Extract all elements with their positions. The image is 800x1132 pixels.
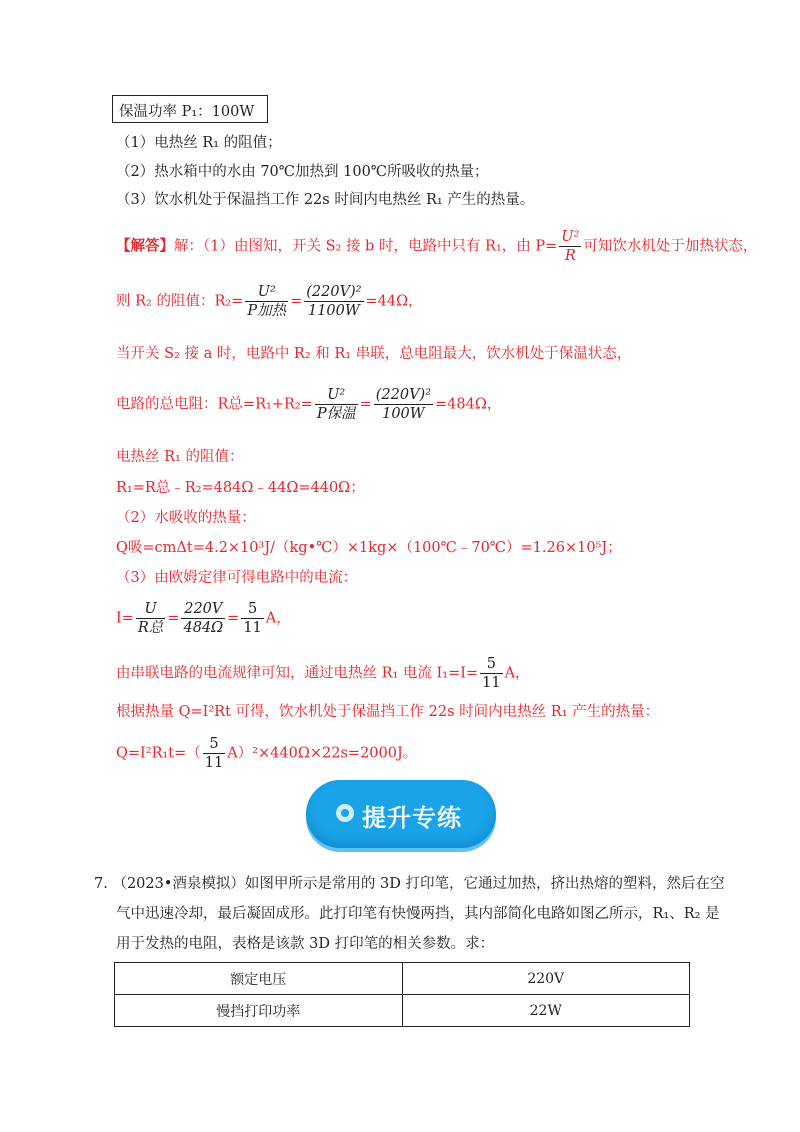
fraction (374, 386, 433, 423)
practice-button-label: 提升专练 (362, 804, 462, 832)
fraction-numerator: 5 (203, 735, 225, 754)
table-cell: 22W (402, 995, 690, 1027)
problem-7-line-3: 用于发热的电阻，表格是该款 3D 打印笔的相关参数。求： (116, 936, 495, 952)
answer-line-7: （2）水吸收的热量： (116, 510, 256, 526)
answer-text: =484Ω， (435, 396, 502, 413)
chat-bubble-icon (336, 804, 354, 822)
table-cell: 慢挡打印功率 (115, 995, 403, 1027)
fraction (203, 735, 225, 772)
table-row (115, 963, 690, 995)
answer-text: I= (116, 610, 134, 627)
fraction-numerator: 5 (480, 655, 502, 674)
question-1: （1）电热丝 R₁ 的阻值； (116, 135, 282, 151)
answer-text: A， (504, 665, 530, 682)
table-cell: 220V (402, 963, 690, 995)
fraction-denominator: 11 (243, 620, 262, 636)
answer-text: =44Ω， (365, 293, 423, 310)
answer-line-9: （3）由欧姆定律可得电路中的电流： (116, 570, 358, 586)
answer-line-5: 电热丝 R₁ 的阻值： (116, 449, 244, 465)
fraction-denominator: R (564, 248, 576, 264)
answer-line-13 (116, 735, 417, 772)
practice-button[interactable] (306, 780, 496, 848)
answer-line-6: R₁=R总﹣R₂=484Ω﹣44Ω=440Ω； (116, 480, 365, 496)
answer-line-10: I= $\frac{U}{\text{R总}}$ = $\frac{220V}{484\Omega}$ = $\frac{5}{11}$ A， (116, 601, 291, 636)
answer-text: 解：（1）由图知，开关 S₂ 接 b 时，电路中只有 R₁，由 P= (174, 238, 558, 255)
answer-line-2: 则 R₂ 的阻值：R₂= $\frac{\text{U²}}{\text{P加热}}$ = $\frac{\text{(220V)²}}{1100W}$ =44Ω， (116, 284, 423, 319)
answer-line-11 (116, 655, 530, 692)
answer-text: 电路的总电阻：R总=R₁+R₂= (116, 396, 313, 413)
problem-7-line-2: 气中迅速冷却，最后凝固成形。此打印笔有快慢两挡，其内部简化电路如图乙所示，R₁、R₂ 是 (116, 906, 720, 922)
params-table (114, 962, 690, 1027)
answer-line-3: 当开关 S₂ 接 a 时，电路中 R₂ 和 R₁ 串联，总电阻最大，饮水机处于保温状态， (116, 346, 632, 362)
answer-line-12: 根据热量 Q=I²Rt 可得，饮水机处于保温挡工作 22s 时间内电热丝 R₁ 产生的热量： (116, 704, 660, 720)
fraction (315, 386, 358, 423)
fraction-denominator: 11 (204, 755, 224, 771)
fraction-numerator: U² (315, 386, 358, 405)
answer-line-1 (116, 228, 757, 265)
fraction-denominator: 11 (482, 675, 501, 691)
fraction-denominator: 484Ω (183, 620, 224, 636)
fraction-numerator: U² (245, 283, 288, 302)
question-2: （2）热水箱中的水由 70℃加热到 100℃所吸收的热量； (116, 164, 489, 180)
answer-tag: 【解答】 (116, 237, 174, 255)
fraction-denominator: 100W (382, 406, 425, 422)
fraction-numerator: U² (561, 229, 580, 245)
fraction (245, 283, 288, 320)
fraction-numerator: U (136, 600, 165, 619)
param-box-text: 保温功率 P₁：100W (119, 104, 255, 120)
answer-text: 可知饮水机处于加热状态， (583, 238, 758, 255)
fraction (304, 283, 363, 320)
fraction (136, 600, 165, 637)
fraction-numerator: 220V (181, 600, 225, 619)
problem-7-line-1: 7. （2023•酒泉模拟）如图甲所示是常用的 3D 打印笔，它通过加热，挤出热熔的塑料，然后在空 (94, 876, 725, 892)
answer-text: 由串联电路的电流规律可知，通过电热丝 R₁ 电流 I₁=I= (116, 665, 479, 682)
answer-line-4: 电路的总电阻：R总=R₁+R₂= $\frac{\text{U²}}{\text{P保温}}$ = $\frac{\text{(220V)²}}{100W}$ =484Ω， (116, 387, 502, 422)
answer-text: A， (265, 610, 291, 627)
fraction (241, 600, 263, 637)
answer-text: A）²×440Ω×22s=2000J。 (227, 745, 418, 762)
fraction-denominator: P加热 (247, 303, 287, 319)
fraction-denominator: P保温 (316, 406, 356, 422)
table-row (115, 995, 690, 1027)
fraction-numerator: (220V)² (306, 284, 362, 300)
param-box (112, 95, 268, 123)
fraction-numerator: 5 (241, 600, 263, 619)
fraction (181, 600, 225, 637)
table-cell: 额定电压 (115, 963, 403, 995)
fraction-denominator: R总 (137, 620, 164, 636)
answer-text: Q=I²R₁t=（ (116, 745, 201, 762)
fraction-numerator: (220V)² (375, 387, 432, 403)
fraction (559, 228, 581, 265)
answer-line-8: Q吸=cmΔt=4.2×10³J/（kg•℃）×1kg×（100℃﹣70℃）=1.26×10⁵J； (116, 540, 622, 556)
answer-text: 则 R₂ 的阻值：R₂= (116, 293, 244, 310)
question-3: （3）饮水机处于保温挡工作 22s 时间内电热丝 R₁ 产生的热量。 (116, 192, 535, 208)
fraction (480, 655, 502, 692)
fraction-denominator: 1100W (307, 303, 360, 319)
